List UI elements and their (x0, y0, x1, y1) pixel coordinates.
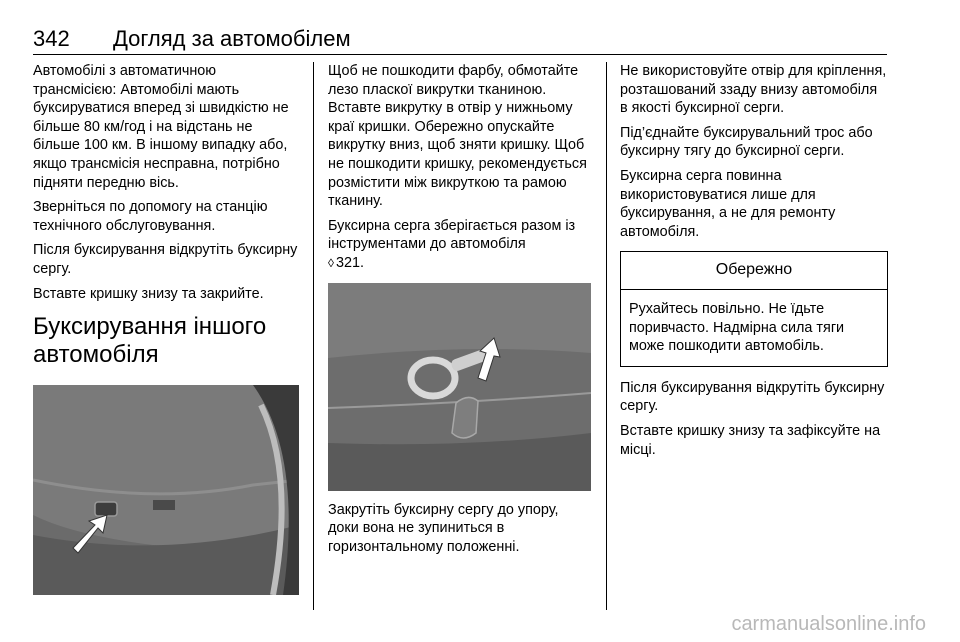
page-number: 342 (33, 26, 70, 51)
paragraph: Щоб не пошкодити фарбу, обмотайте лезо пласкої викрутки тканиною. Вставте викрутку в отвір у нижньому краї кришки. Обережно опускайте викрутку вниз, щоб зняти кришку. Щоб не пошкодити кришку, рекомендується розмістити між викруткою та рамою тканину. (328, 63, 587, 210)
rear-bumper-illustration (33, 385, 299, 595)
caution-title: Обережно (621, 252, 887, 290)
paragraph: Зверніться по допомогу на станцію технічного обслуговування. (33, 199, 268, 234)
page-header (33, 24, 887, 55)
column-divider (606, 62, 607, 610)
column-left (33, 62, 299, 595)
paragraph: Під’єднайте буксирувальний трос або буксирну тягу до буксирної серги. (620, 124, 873, 160)
section-heading: Буксирування іншого автомобіля (33, 313, 267, 369)
caution-text: Рухайтесь повільно. Не їдьте поривчасто. Надмірна сила тяги може пошкодити автомобіль. (629, 300, 845, 355)
column-middle (328, 62, 592, 562)
paragraph: Автомобілі з автоматичною трансмісією: Автомобілі мають буксируватися вперед зі швидкістю не більше 80 км/год і на відстань не більше 100 км. В іншому випадку або, якщо трансмісія несправна, потрібно підняти передню вісь. (33, 63, 289, 191)
caution-box (620, 251, 888, 366)
paragraph: Не використовуйте отвір для кріплення, розташований ззаду внизу автомобіля в якості буксирної серги. (620, 63, 887, 117)
column-right (620, 62, 888, 465)
column-divider (313, 62, 314, 610)
paragraph: Вставте кришку знизу та закрийте. (33, 285, 264, 302)
paragraph: Після буксирування відкрутіть буксирну сергу. (33, 242, 298, 277)
page-ref-icon: ◊ (328, 255, 334, 270)
tow-eye-illustration (328, 283, 591, 491)
paragraph: Вставте кришку знизу та зафіксуйте на місці. (620, 422, 881, 458)
paragraph: Буксирна серга повинна використовуватися лише для буксирування, а не для ремонту автомобіля. (620, 167, 836, 240)
paragraph (328, 217, 592, 273)
paragraph: Після буксирування відкрутіть буксирну сергу. (620, 379, 885, 415)
watermark: carmanualsonline.info (731, 613, 926, 635)
page-title: Догляд за автомобілем (113, 26, 351, 51)
paragraph: Закрутіть буксирну сергу до упору, доки вона не зупиниться в горизонтальному положенні. (328, 501, 559, 555)
page-ref-link[interactable]: 321. (335, 254, 364, 271)
paragraph-text: Буксирна серга зберігається разом із інструментами до автомобіля (328, 217, 576, 253)
